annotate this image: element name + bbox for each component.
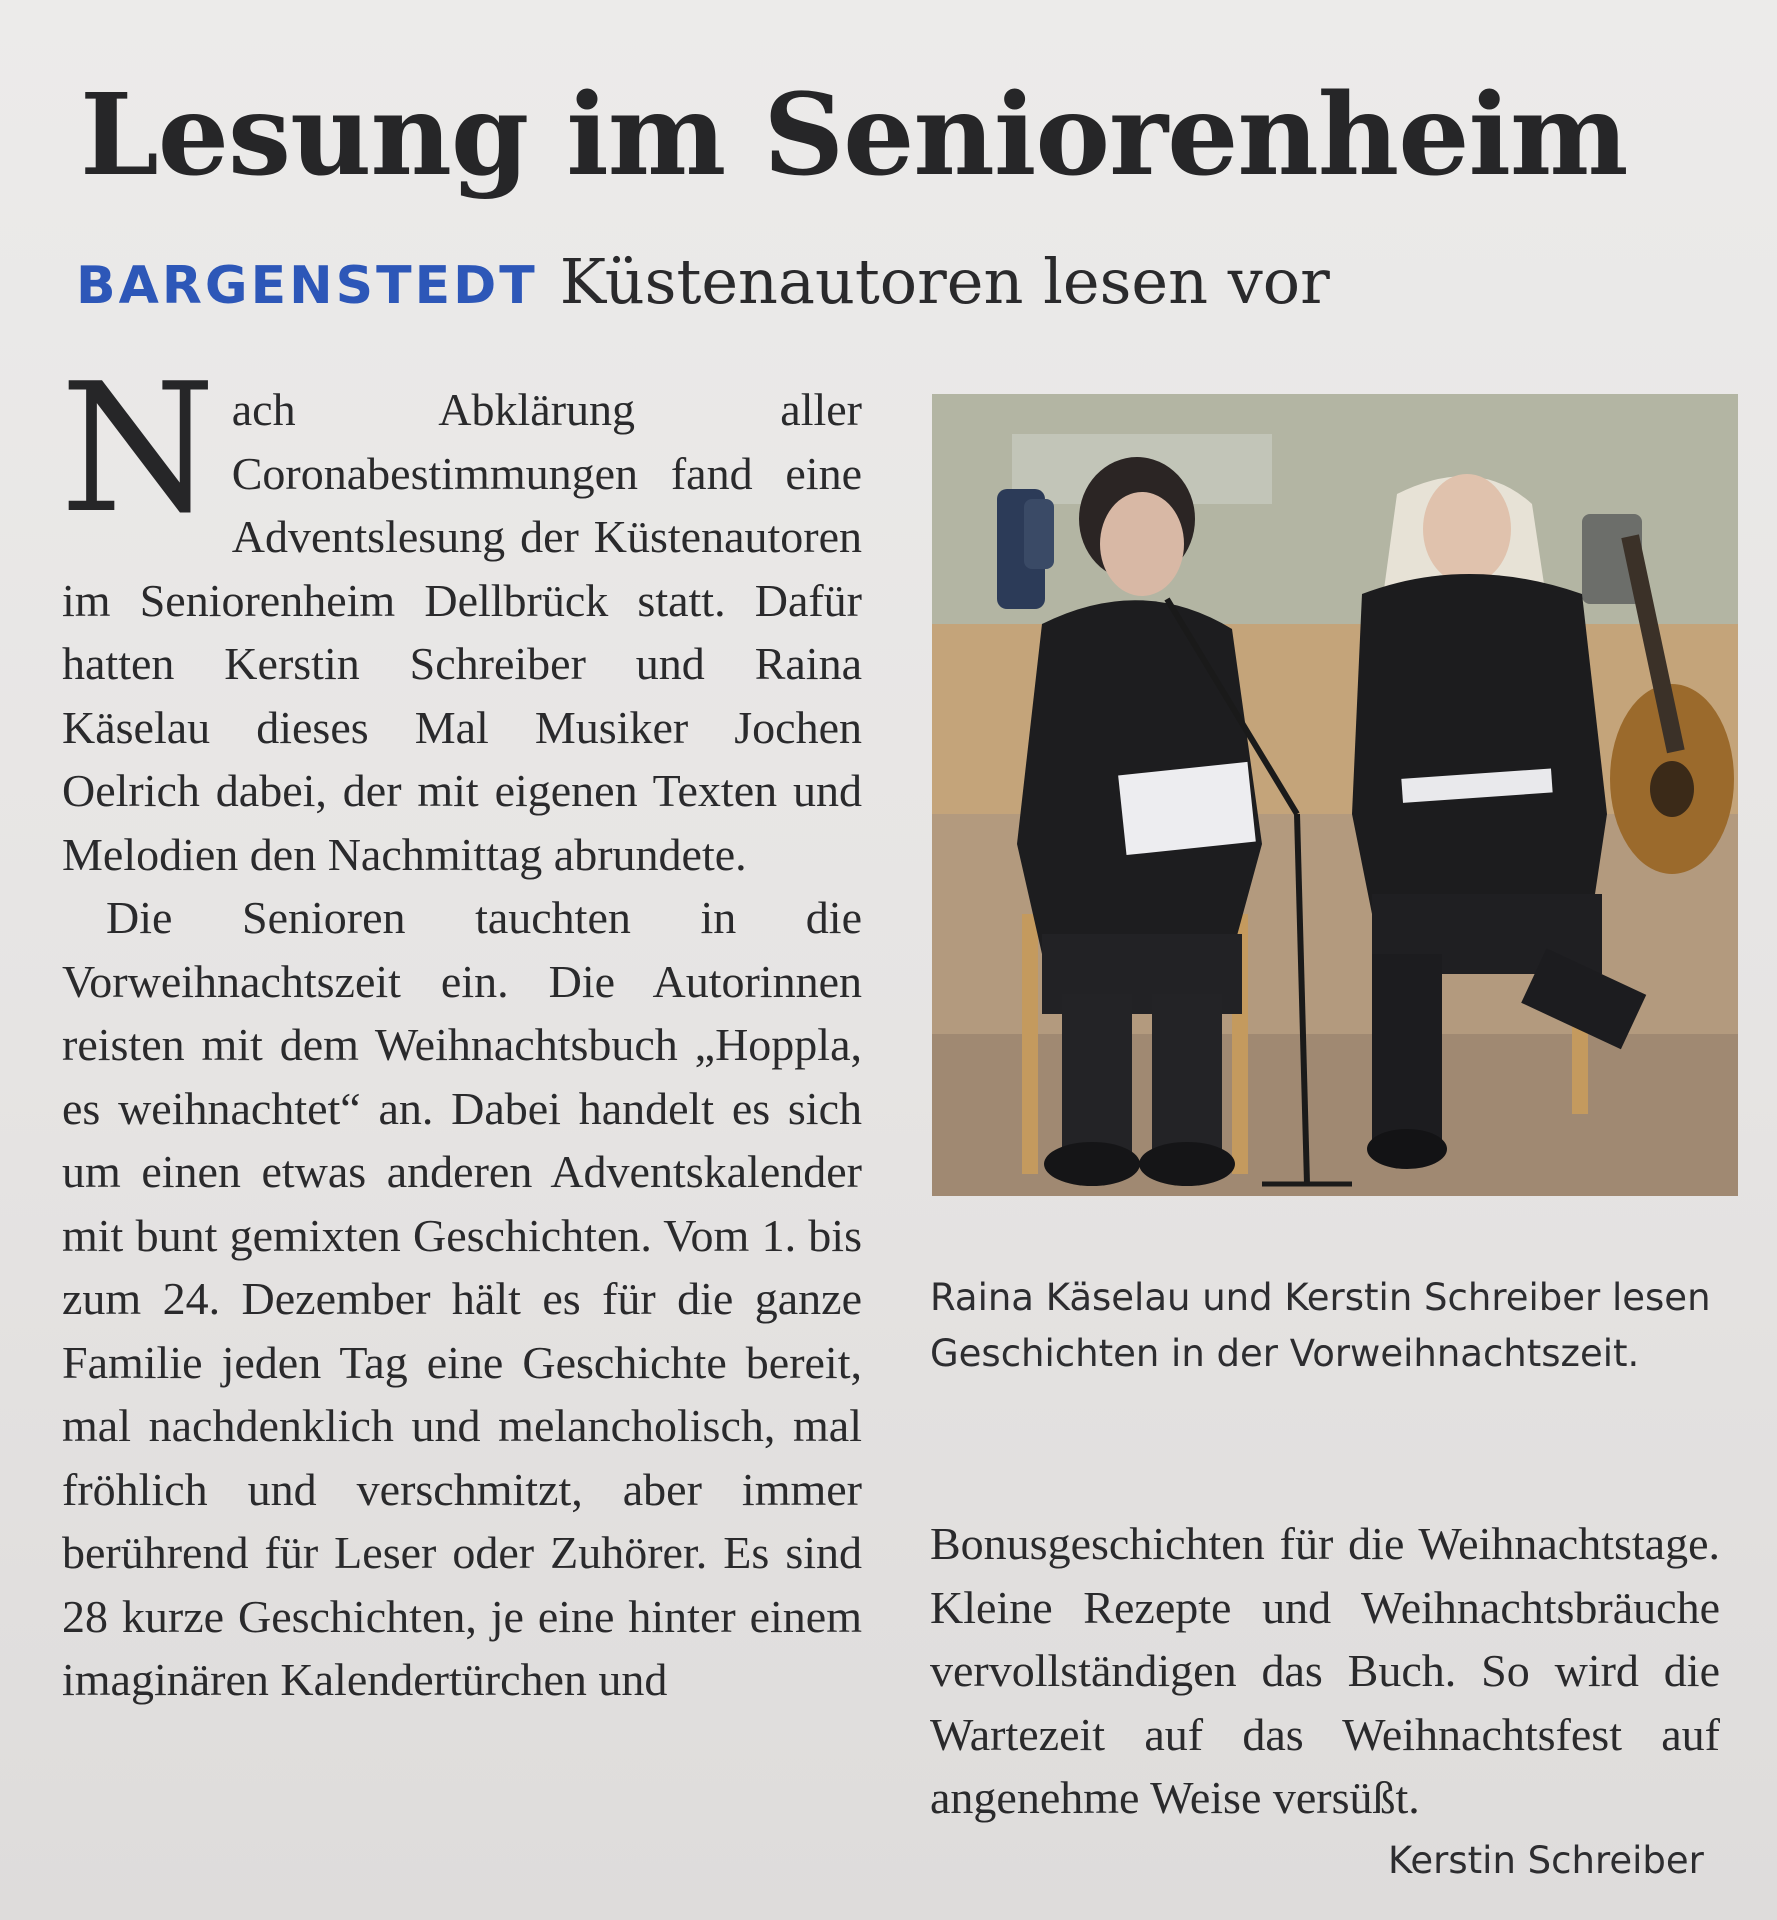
paragraph-1 <box>60 345 862 886</box>
headline: Lesung im Seniorenheim <box>80 70 1628 201</box>
article-column-left <box>60 345 862 1712</box>
subheadline-row <box>76 245 1330 318</box>
paragraph-2: Die Senioren tauchten in die Vorweihnachtszeit ein. Die Autorinnen reisten mit dem Weihnachtsbuch „Hoppla, es weihnachtet“ an. Dabei handelt es sich um einen etwas anderen Adventskalender mit bunt gemixten Geschichten. Vom 1. bis zum 24. Dezember hält es für die ganze Familie jeden Tag eine Geschichte bereit, mal nachdenklich und melancholisch, mal fröhlich und verschmitzt, aber immer berührend für Leser oder Zuhörer. Es sind 28 kurze Geschichten, je eine hinter einem imaginären Kalendertürchen und <box>62 892 862 1705</box>
paragraph-1-text: ach Abklärung aller Coronabestimmungen fand eine Adventslesung der Küstenautoren im Seniorenheim Dellbrück statt. Dafür hatten Kerstin Schreiber und Raina Käselau dieses Mal Musiker Jochen Oelrich dabei, der mit eigenen Texten und Melodien den Nachmittag abrundete. <box>62 384 862 880</box>
article-column-right <box>930 1512 1720 1830</box>
photo-illustration <box>932 394 1738 1196</box>
author-credit: Kerstin Schreiber <box>1388 1839 1704 1882</box>
paragraph-3: Bonusgeschichten für die Weihnachtstage. Kleine Rezepte und Weihnachtsbräuche vervollständigen das Buch. So wird die Wartezeit auf das Weihnachtsfest auf angenehme Weise versüßt. <box>930 1518 1720 1823</box>
photo-caption: Raina Käselau und Kerstin Schreiber lesen Geschichten in der Vorweihnachtszeit. <box>930 1276 1711 1375</box>
dateline: BARGENSTEDT <box>76 256 538 316</box>
subheadline: Küstenautoren lesen vor <box>559 245 1330 318</box>
article-photo <box>932 394 1738 1196</box>
drop-cap: N <box>60 345 216 552</box>
